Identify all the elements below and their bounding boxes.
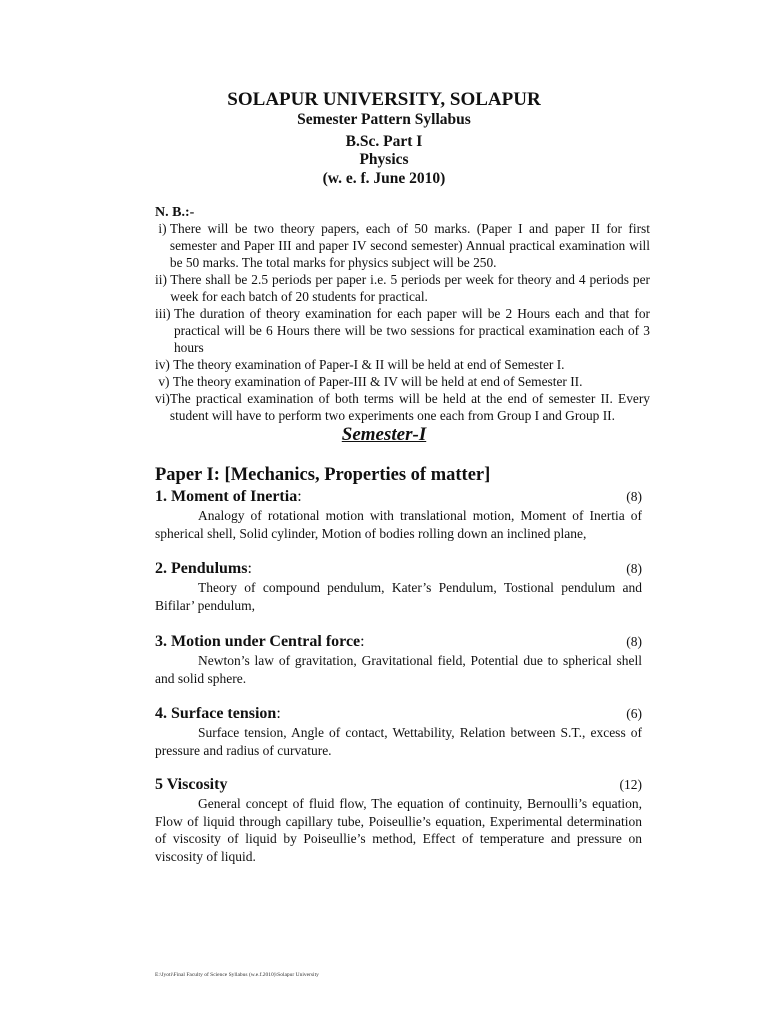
nb-item-text: The theory examination of Paper-I & II will be held at end of Semester I. bbox=[173, 357, 565, 372]
topic-section bbox=[155, 633, 642, 687]
topic-description: Theory of compound pendulum, Kater’s Pendulum, Tostional pendulum and Bifilar’ pendulum, bbox=[155, 580, 642, 613]
nb-item bbox=[155, 390, 650, 424]
syllabus-subtitle: Semester Pattern Syllabus bbox=[297, 111, 471, 128]
topic-hours: (12) bbox=[619, 777, 642, 792]
nb-list bbox=[155, 220, 650, 424]
subject-subtitle: Physics bbox=[359, 151, 409, 168]
topic-title: 2. Pendulums: bbox=[155, 560, 252, 577]
nb-item-text: There shall be 2.5 periods per paper i.e. 5 periods per week for theory and 4 periods per week for each batch of 20 students for practical. bbox=[170, 272, 650, 304]
nb-item bbox=[155, 305, 650, 356]
nb-item-number: i) bbox=[155, 221, 170, 236]
nb-item bbox=[155, 373, 650, 390]
topic-description: General concept of fluid flow, The equation of continuity, Bernoulli’s equation, Flow of liquid through capillary tube, Poiseullie’s equation, Experimental determination of viscosity of liquid by Poiseullie’s method, Effect of temperature and pressure on viscosity of liquid. bbox=[155, 796, 642, 864]
topic-section bbox=[155, 776, 642, 865]
topic-section bbox=[155, 705, 642, 759]
topic-description: Newton’s law of gravitation, Gravitational field, Potential due to spherical shell and solid sphere. bbox=[155, 653, 642, 686]
topic-section bbox=[155, 488, 642, 542]
topic-hours: (8) bbox=[626, 489, 642, 504]
topic-hours: (8) bbox=[626, 634, 642, 649]
nb-item-text: The practical examination of both terms will be held at the end of semester II. Every student will have to perform two experiments one each from Group I and Group II. bbox=[169, 391, 650, 423]
paper-title: Paper I: [Mechanics, Properties of matter] bbox=[155, 465, 491, 485]
nb-item-text: There will be two theory papers, each of 50 marks. (Paper I and paper II for first semester and Paper III and paper IV second semester) Annual practical examination will be 50 marks. The total marks for physics subject will be 250. bbox=[169, 221, 650, 270]
university-title: SOLAPUR UNIVERSITY, SOLAPUR bbox=[227, 89, 541, 110]
nb-item bbox=[155, 356, 650, 373]
nb-item-number: ii) bbox=[155, 272, 171, 287]
effective-date: (w. e. f. June 2010) bbox=[322, 170, 446, 187]
nb-item-text: The duration of theory examination for each paper will be 2 Hours each and that for practical will be 6 Hours there will be two sessions for practical examination each of 3 hours bbox=[173, 306, 650, 355]
nb-label: N. B.:- bbox=[155, 205, 195, 220]
nb-item bbox=[155, 220, 650, 271]
topic-hours: (6) bbox=[626, 706, 642, 721]
topic-description: Surface tension, Angle of contact, Wettability, Relation between S.T., excess of pressure and radius of curvature. bbox=[155, 725, 642, 758]
course-subtitle: B.Sc. Part I bbox=[345, 133, 423, 150]
topic-hours: (8) bbox=[626, 561, 642, 576]
nb-item-number: iii) bbox=[155, 306, 174, 321]
nb-item bbox=[155, 271, 650, 305]
topic-title: 4. Surface tension: bbox=[155, 705, 281, 722]
nb-item-number: iv) bbox=[155, 357, 174, 372]
topic-description: Analogy of rotational motion with translational motion, Moment of Inertia of spherical shell, Solid cylinder, Motion of bodies rolling down an inclined plane, bbox=[155, 508, 642, 541]
nb-item-number: vi) bbox=[155, 391, 170, 406]
topic-title: 1. Moment of Inertia: bbox=[155, 488, 302, 505]
topic-section bbox=[155, 560, 642, 614]
nb-item-number: v) bbox=[155, 374, 173, 389]
topic-title: 5 Viscosity bbox=[155, 776, 228, 793]
footer-file-path: E:\Jyoti\Final Faculty of Science Syllabus (w.e.f.2010)\Solapur University bbox=[155, 972, 319, 978]
topic-title: 3. Motion under Central force: bbox=[155, 633, 365, 650]
semester-heading: Semester-I bbox=[341, 424, 427, 445]
nb-item-text: The theory examination of Paper-III & IV will be held at end of Semester II. bbox=[172, 374, 583, 389]
